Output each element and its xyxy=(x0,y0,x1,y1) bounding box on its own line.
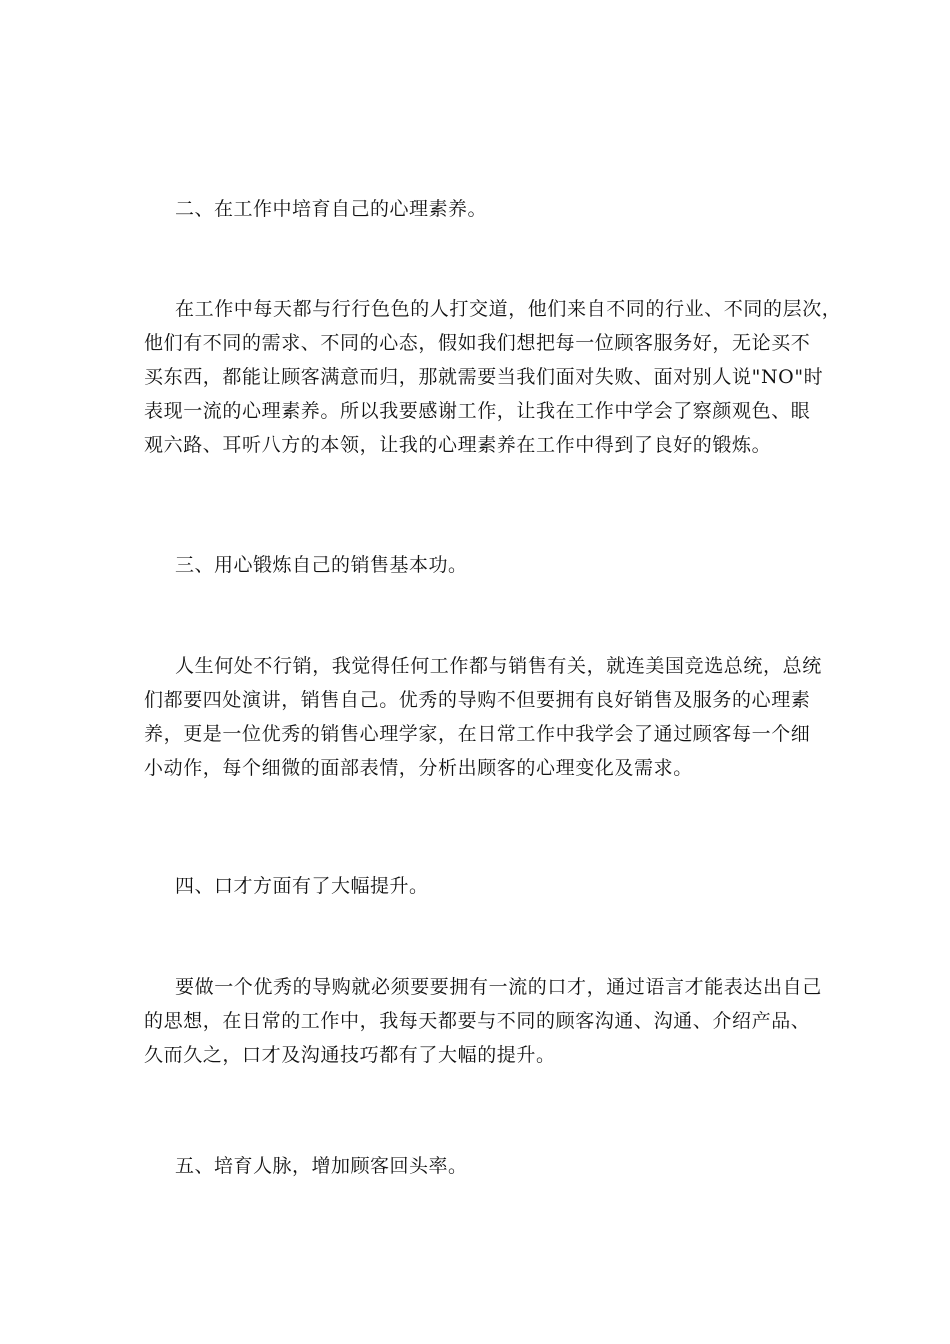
paragraph-line: 表现一流的心理素养。所以我要感谢工作，让我在工作中学会了察颜观色、眼 xyxy=(144,400,811,422)
paragraph-line: 小动作，每个细微的面部表情，分析出顾客的心理变化及需求。 xyxy=(144,757,693,779)
paragraph-line: 人生何处不行销，我觉得任何工作都与销售有关，就连美国竞选总统，总统 xyxy=(175,655,822,677)
paragraph-line: 要做一个优秀的导购就必须要要拥有一流的口才，通过语言才能表达出自己 xyxy=(175,976,822,998)
paragraph-line: 买东西，都能让顾客满意而归，那就需要当我们面对失败、面对别人说"NO"时 xyxy=(144,366,824,388)
paragraph-line: 久而久之，口才及沟通技巧都有了大幅的提升。 xyxy=(144,1044,556,1066)
paragraph-line: 们都要四处演讲，销售自己。优秀的导购不但要拥有良好销售及服务的心理素 xyxy=(144,689,811,711)
section-heading-5: 五、培育人脉，增加顾客回头率。 xyxy=(175,1155,468,1177)
section-heading-2: 二、在工作中培育自己的心理素养。 xyxy=(175,198,488,220)
section-heading-4: 四、口才方面有了大幅提升。 xyxy=(175,875,429,897)
paragraph-line: 观六路、耳听八方的本领，让我的心理素养在工作中得到了良好的锻炼。 xyxy=(144,434,772,456)
paragraph-line: 在工作中每天都与行行色色的人打交道，他们来自不同的行业、不同的层次， xyxy=(175,298,842,320)
paragraph-line: 养，更是一位优秀的销售心理学家，在日常工作中我学会了通过顾客每一个细 xyxy=(144,723,811,745)
section-heading-3: 三、用心锻炼自己的销售基本功。 xyxy=(175,554,468,576)
paragraph-line: 他们有不同的需求、不同的心态，假如我们想把每一位顾客服务好，无论买不 xyxy=(144,332,811,354)
paragraph-line: 的思想，在日常的工作中，我每天都要与不同的顾客沟通、沟通、介绍产品、 xyxy=(144,1010,811,1032)
